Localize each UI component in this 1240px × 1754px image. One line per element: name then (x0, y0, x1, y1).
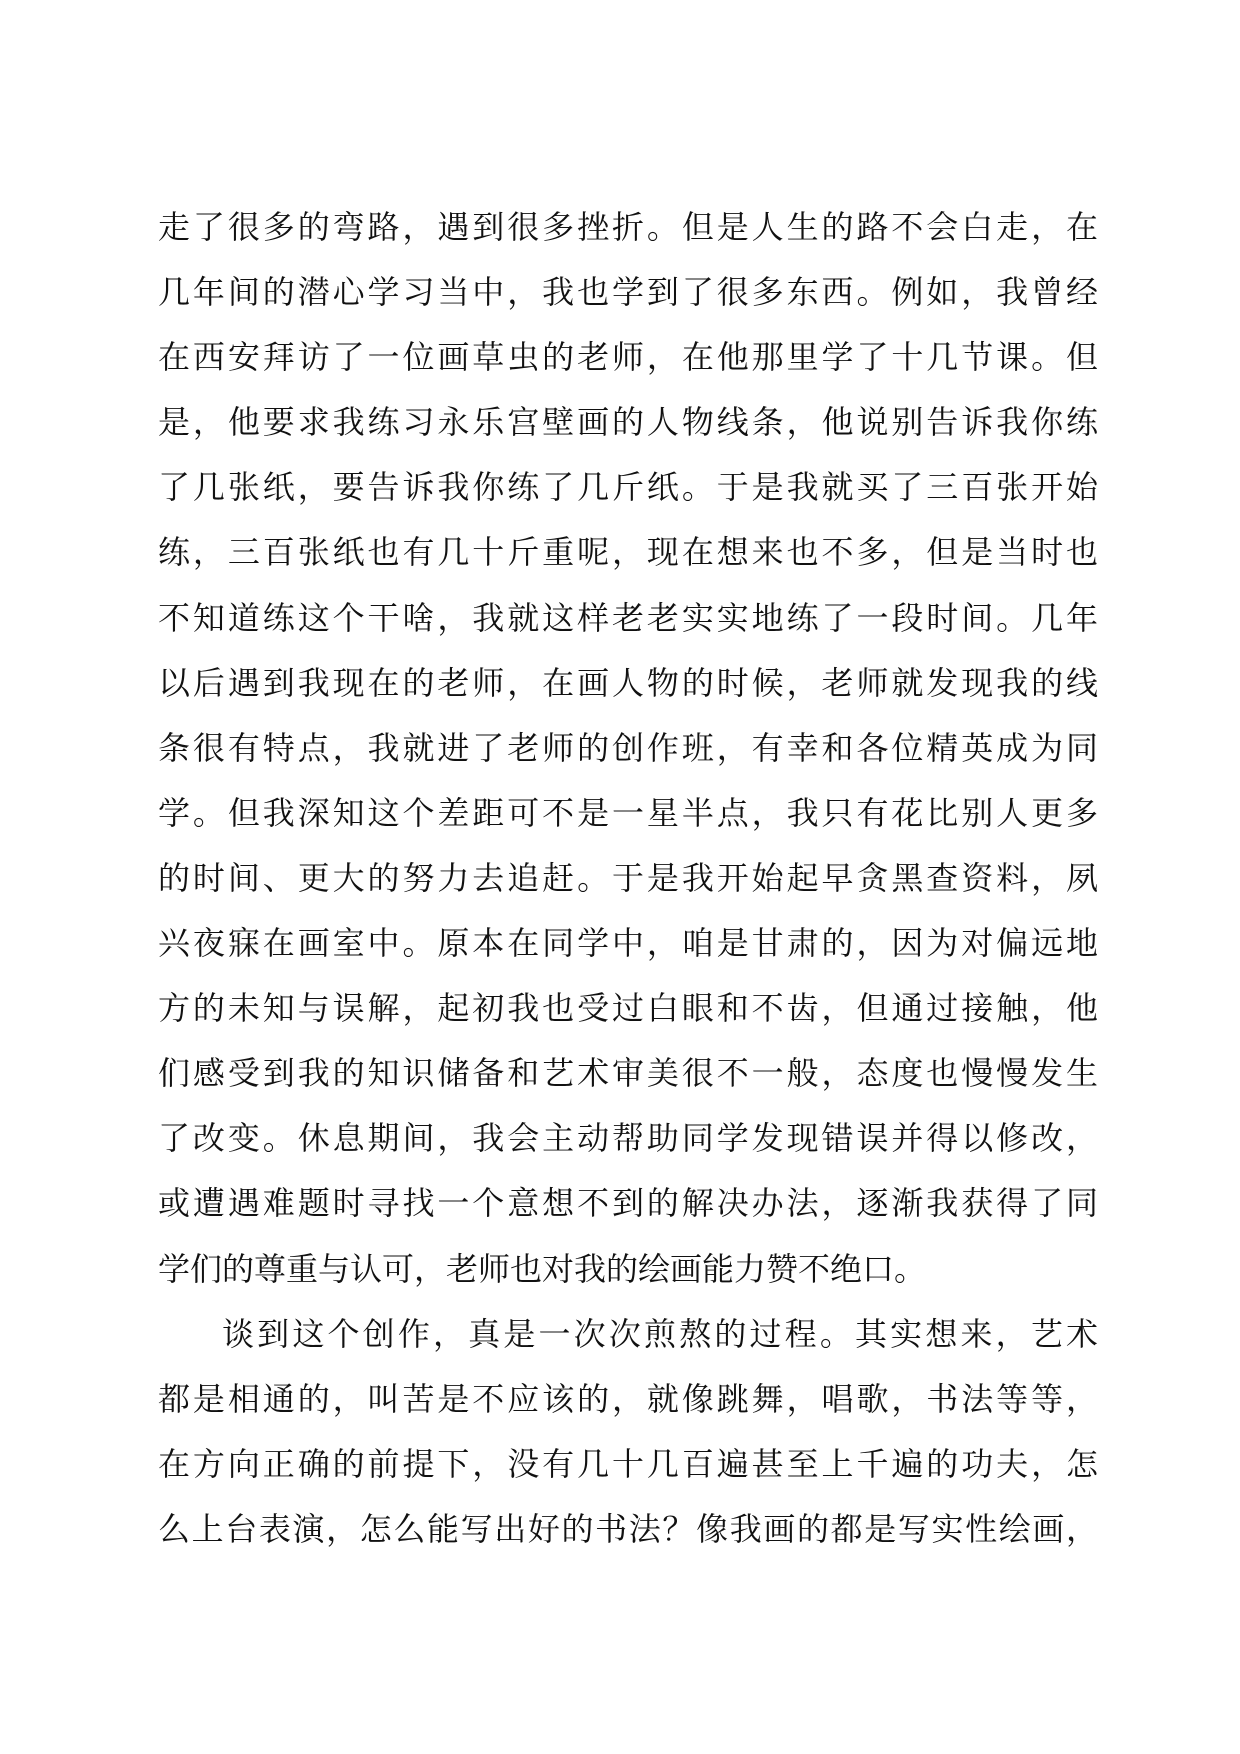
text-line: 几年间的潜心学习当中，我也学到了很多东西。例如，我曾经 (158, 273, 1098, 312)
text-line: 在方向正确的前提下，没有几十几百遍甚至上千遍的功夫，怎 (158, 1444, 1098, 1483)
text-line: 以后遇到我现在的老师，在画人物的时候，老师就发现我的线 (158, 663, 1098, 702)
text-line: 在西安拜访了一位画草虫的老师，在他那里学了十几节课。但 (158, 338, 1098, 377)
text-line: 了几张纸，要告诉我你练了几斤纸。于是我就买了三百张开始 (158, 468, 1098, 507)
text-line: 兴夜寐在画室中。原本在同学中，咱是甘肃的，因为对偏远地 (158, 924, 1098, 963)
text-line: 条很有特点，我就进了老师的创作班，有幸和各位精英成为同 (158, 728, 1098, 767)
text-line: 走了很多的弯路，遇到很多挫折。但是人生的路不会白走，在 (158, 208, 1098, 246)
text-line: 谈到这个创作，真是一次次煎熬的过程。其实想来，艺术 (222, 1314, 1098, 1353)
text-line: 么上台表演，怎么能写出好的书法？像我画的都是写实性绘画， (158, 1509, 1098, 1548)
text-line: 或遭遇难题时寻找一个意想不到的解决办法，逐渐我获得了同 (158, 1184, 1098, 1223)
text-line: 方的未知与误解，起初我也受过白眼和不齿，但通过接触，他 (158, 989, 1098, 1028)
text-line: 学们的尊重与认可，老师也对我的绘画能力赞不绝口。 (158, 1249, 927, 1288)
text-line: 是，他要求我练习永乐宫壁画的人物线条，他说别告诉我你练 (158, 403, 1098, 442)
text-line: 了改变。休息期间，我会主动帮助同学发现错误并得以修改， (158, 1119, 1098, 1158)
body-text (158, 195, 1098, 1562)
text-line: 练，三百张纸也有几十斤重呢，现在想来也不多，但是当时也 (158, 533, 1098, 572)
text-line: 都是相通的，叫苦是不应该的，就像跳舞，唱歌，书法等等， (158, 1379, 1098, 1418)
text-line: 不知道练这个干啥，我就这样老老实实地练了一段时间。几年 (158, 598, 1098, 637)
text-line: 们感受到我的知识储备和艺术审美很不一般，态度也慢慢发生 (158, 1054, 1098, 1093)
text-line: 的时间、更大的努力去追赶。于是我开始起早贪黑查资料，夙 (158, 858, 1098, 897)
text-line: 学。但我深知这个差距可不是一星半点，我只有花比别人更多 (158, 793, 1098, 832)
